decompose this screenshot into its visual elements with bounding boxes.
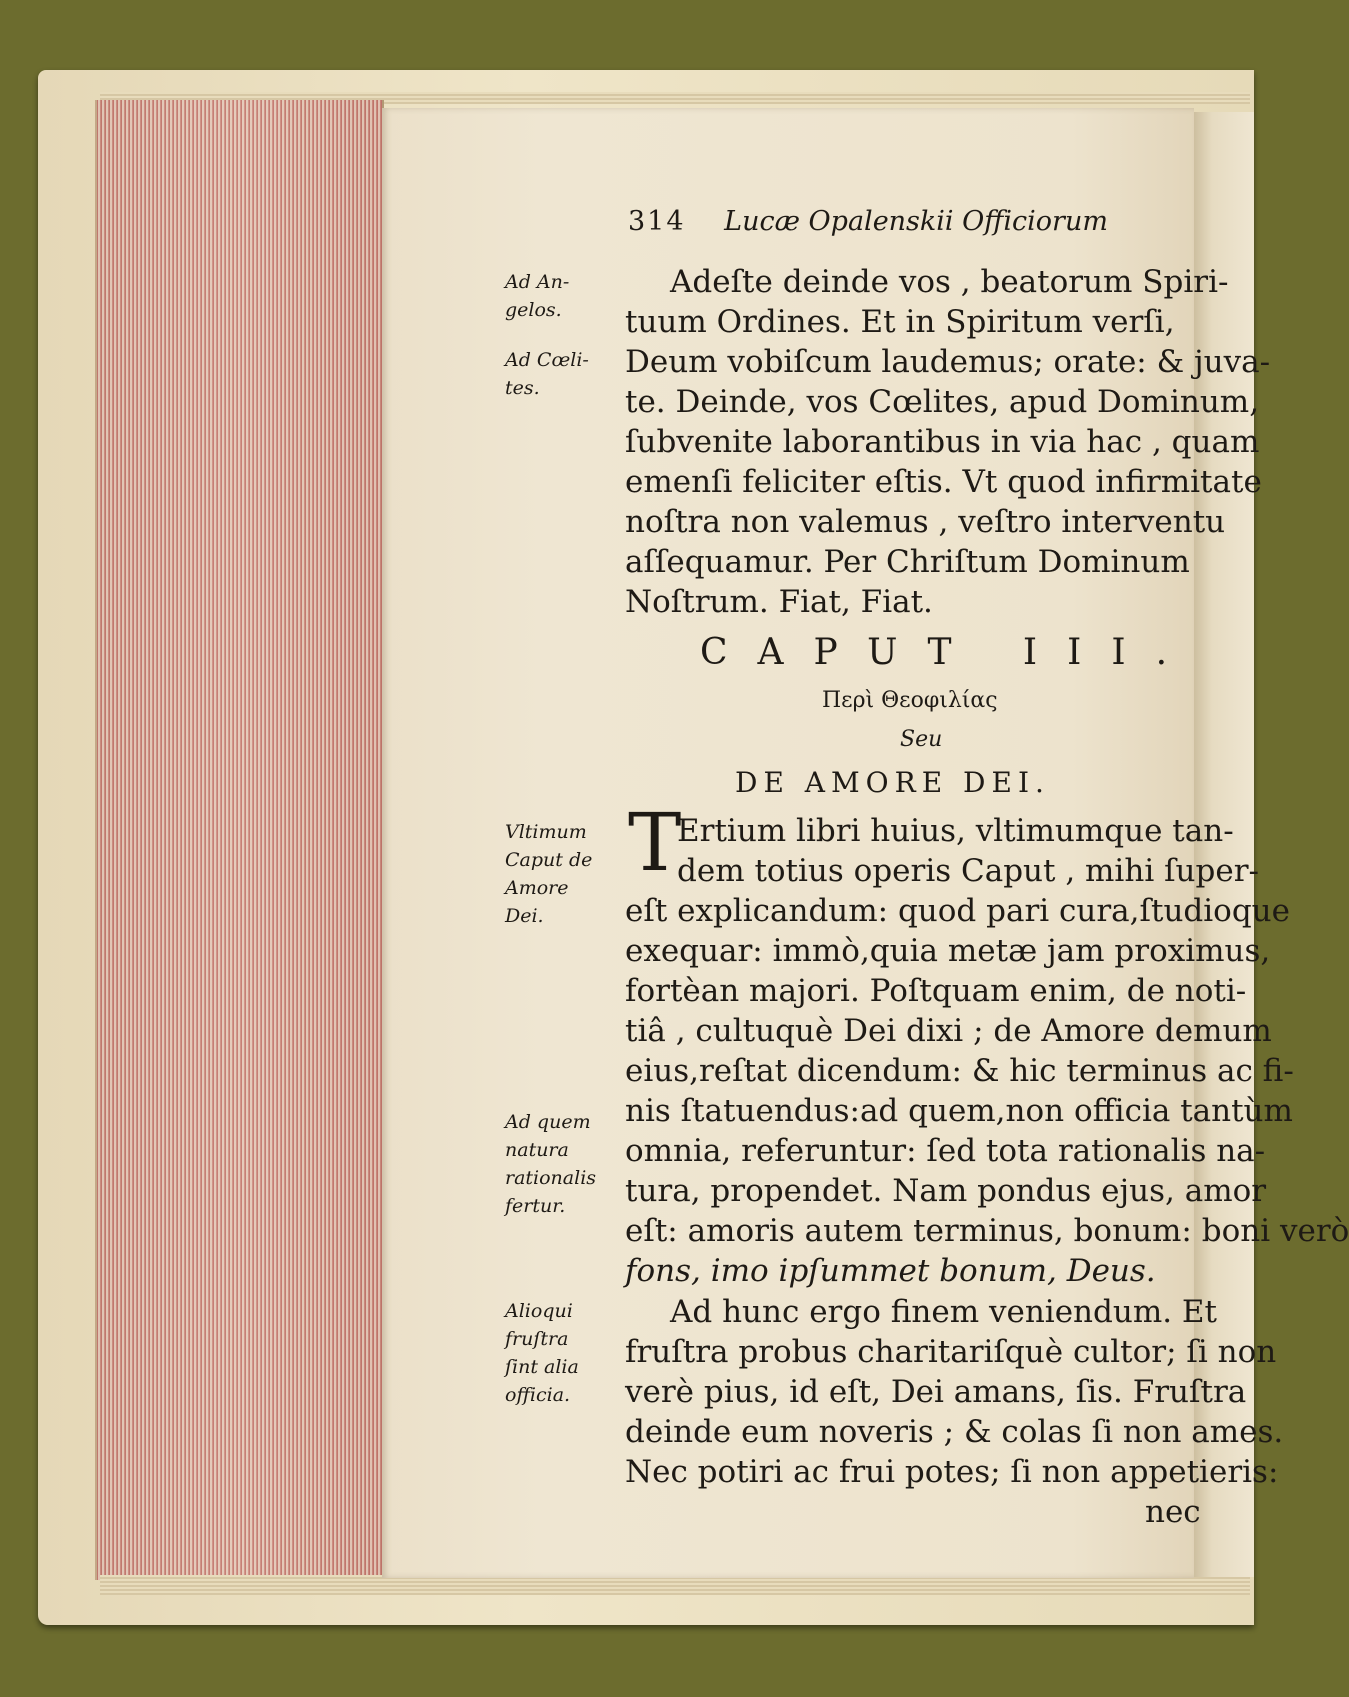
text-line: Nec potiri ac frui potes; ſi non appetieris: [625,1454,1279,1490]
text-line: noſtra non valemus , veſtro interventu [625,504,1226,540]
margin-note-line: Amore [505,877,569,899]
margin-note-line: natura [505,1139,569,1161]
margin-note-line: ſint alia [505,1356,579,1378]
text-line: nis ſtatuendus:ad quem,non officia tantùm [625,1093,1293,1129]
page-edges-bottom [100,1575,1250,1595]
margin-note-line: fruſtra [505,1328,569,1350]
text-line: aſſequamur. Per Chriſtum Dominum [625,544,1190,580]
page-number: 314 [628,206,686,237]
text-line: Adeſte deinde vos , beatorum Spiri- [670,264,1229,300]
margin-note-alioqui [505,1297,579,1409]
text-line: ſubvenite laborantibus in via hac , quam [625,424,1260,460]
text-line: exequar: immò,quia metæ jam proximus, [625,933,1271,969]
margin-note-line: gelos. [505,299,562,321]
text-line: fortèan majori. Poſtquam enim, de noti- [625,973,1247,1009]
paragraph-main [625,811,1349,1291]
paragraph-conclusion [625,1292,1283,1532]
margin-note-line: Ad Cœli- [505,349,589,371]
margin-note-coelites [505,346,589,402]
text-line: te. Deinde, vos Cœlites, apud Dominum, [625,384,1260,420]
text-line: fruſtra probus charitariſquè cultor; ſi non [625,1334,1277,1370]
margin-note-ad-quem [505,1108,596,1220]
margin-note-line: Ad An- [505,271,570,293]
paragraph-prayer [625,262,1270,622]
margin-note-line: rationalis [505,1167,597,1189]
catchword: nec [1145,1494,1201,1530]
text-line: verè pius, id eſt, Dei amans, ſis. Fruſtra [625,1374,1247,1410]
margin-note-line: Dei. [505,905,544,927]
text-line: tura, propendet. Nam pondus ejus, amor [625,1173,1267,1209]
text-line: Ad hunc ergo finem veniendum. Et [670,1294,1218,1330]
text-line: Deum vobiſcum laudemus; orate: & juva- [625,344,1271,380]
running-header [628,206,1108,237]
text-line: dem totius operis Caput , mihi ſuper- [677,853,1260,889]
text-line: emenſi feliciter eſtis. Vt quod infirmitate [625,464,1262,500]
text-line: tiâ , cultuquè Dei dixi ; de Amore demum [625,1013,1272,1049]
text-line: eſt explicandum: quod pari cura,ſtudioque [625,893,1290,929]
text-line: fons, imo ipſummet bonum, Deus. [625,1253,1156,1289]
margin-note-line: officia. [505,1384,571,1406]
text-line: omnia, referuntur: ſed tota rationalis na- [625,1133,1266,1169]
margin-note-line: tes. [505,377,540,399]
margin-note-line: Vltimum [505,821,587,843]
text-line: Ertium libri huius, vltimumque tan- [677,813,1234,849]
margin-note-line: Caput de [505,849,593,871]
text-line: eius,reſtat dicendum: & hic terminus ac fi- [625,1053,1294,1089]
chapter-subtitle: DE AMORE DEI. [735,766,1050,799]
text-line: deinde eum noveris ; & colas ſi non ames. [625,1414,1284,1450]
margin-note-angelos [505,268,569,324]
chapter-heading: CAPUT III. [700,632,1198,673]
text-line: tuum Ordines. Et in Spiritum verſi, [625,304,1175,340]
text-line: eſt: amoris autem terminus, bonum: boni verò [625,1213,1349,1249]
greek-subtitle: Περὶ Θεοφιλίας [822,688,998,713]
margin-note-line: fertur. [505,1195,566,1217]
seu-word: Seu [900,727,943,752]
margin-note-line: Ad quem [505,1111,591,1133]
running-title: Lucæ Opalenskii Officiorum [724,206,1108,237]
drop-cap: T [628,796,682,889]
red-page-edges [95,100,384,1580]
text-line: Noſtrum. Fiat, Fiat. [625,584,933,620]
margin-note-line: Alioqui [505,1300,573,1322]
margin-note-ultimum [505,818,592,930]
